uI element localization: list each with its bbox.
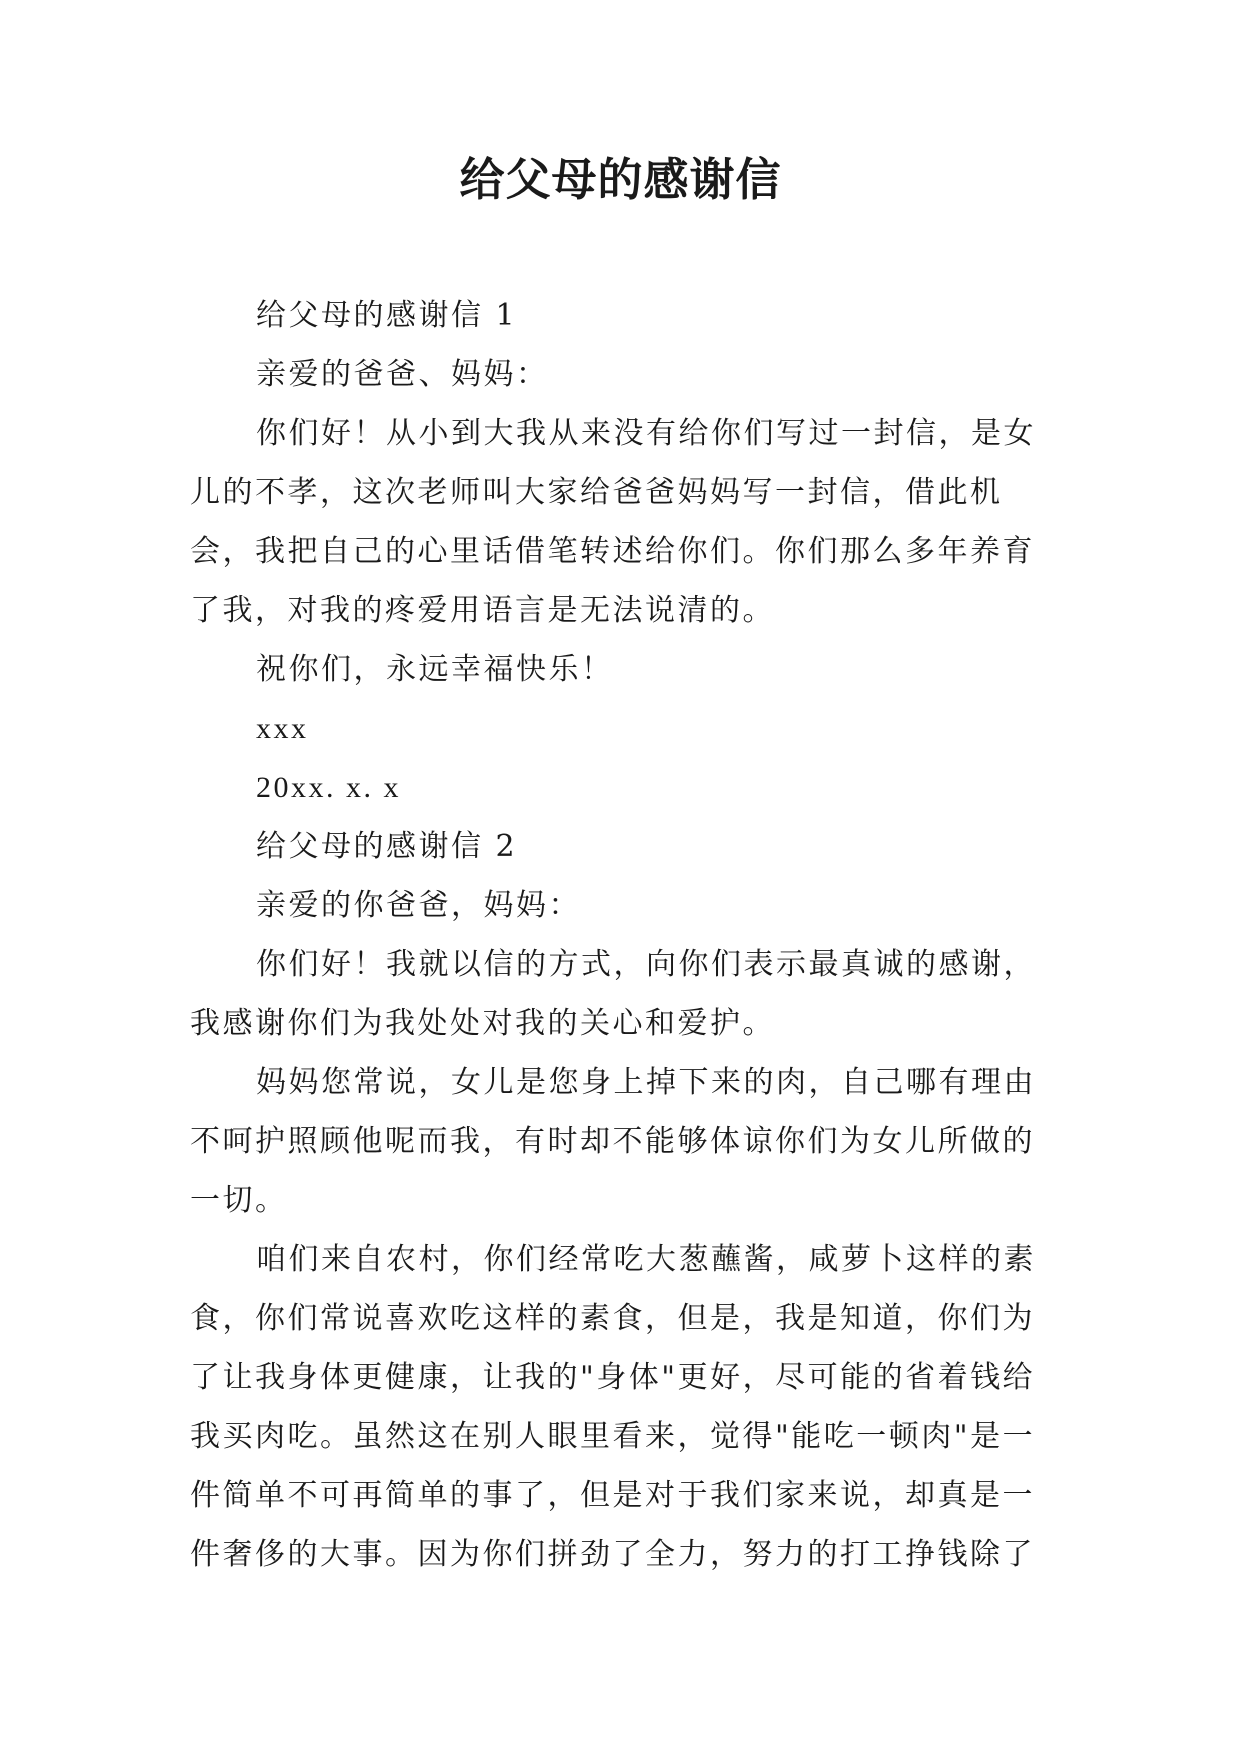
section-heading-1: 给父母的感谢信 1 xyxy=(256,298,518,333)
letter-1-paragraph-1: 你们好！从小到大我从来没有给你们写过一封信，是女儿的不孝，这次老师叫大家给爸爸妈妈写一封信，借此机会，我把自己的心里话借笔转述给你们。你们那么多年养育了我，对我的疼爱用语言是无法说清的。 xyxy=(190,416,1036,628)
letter-2-paragraph-1: 你们好！我就以信的方式，向你们表示最真诚的感谢，我感谢你们为我处处对我的关心和爱护。 xyxy=(190,947,1036,1041)
section-heading-2: 给父母的感谢信 2 xyxy=(256,829,518,864)
salutation-1: 亲爱的爸爸、妈妈： xyxy=(256,357,549,392)
letter-1-signature: xxx xyxy=(256,712,309,745)
letter-2-paragraph-2: 妈妈您常说，女儿是您身上掉下来的肉，自己哪有理由不呵护照顾他呢而我，有时却不能够体谅你们为女儿所做的一切。 xyxy=(190,1065,1036,1218)
document-title: 给父母的感谢信 xyxy=(459,153,782,206)
salutation-2: 亲爱的你爸爸，妈妈： xyxy=(256,888,581,923)
document-body xyxy=(190,286,1052,1584)
letter-1-date: 20xx. x. x xyxy=(256,771,401,804)
letter-1-closing: 祝你们，永远幸福快乐！ xyxy=(256,652,614,687)
letter-2-paragraph-3: 咱们来自农村，你们经常吃大葱蘸酱，咸萝卜这样的素食，你们常说喜欢吃这样的素食，但是，我是知道，你们为了让我身体更健康，让我的"身体"更好，尽可能的省着钱给我买肉吃。虽然这在别人眼里看来，觉得"能吃一顿肉"是一件简单不可再简单的事了，但是对于我们家来说，却真是一件奢侈的大事。因为你们拼劲了全力，努力的打工挣钱除了 xyxy=(190,1242,1036,1572)
